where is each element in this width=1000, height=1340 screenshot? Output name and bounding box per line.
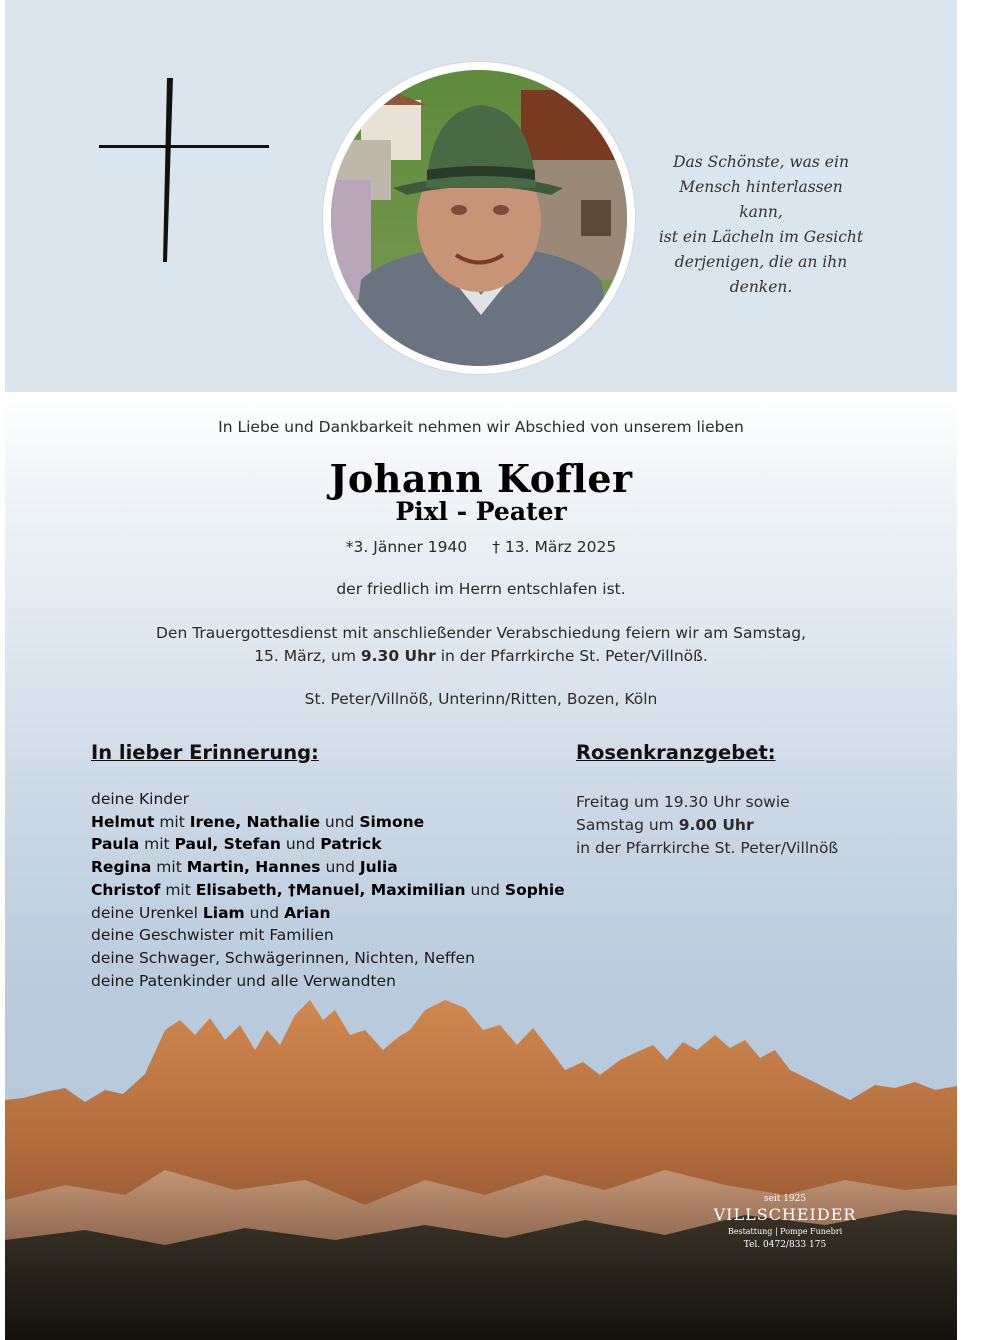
- service-date: 15. März, um: [254, 647, 361, 665]
- logo-subtitle: Bestattung | Pompe Funebri: [727, 1227, 843, 1236]
- quote-line: ist ein Lächeln im Gesicht: [658, 228, 864, 246]
- birth-date: *3. Jänner 1940: [345, 538, 468, 556]
- family-row: deine Schwager, Schwägerinnen, Nichten, Neffen: [91, 948, 475, 967]
- intro-text: In Liebe und Dankbarkeit nehmen wir Abschied von unserem lieben: [218, 418, 744, 436]
- family-list: [91, 788, 565, 992]
- logo-phone: Tel. 0472/833 175: [743, 1240, 827, 1250]
- header-band: [5, 0, 957, 392]
- portrait-photo: [323, 62, 635, 374]
- cross-icon: [97, 76, 269, 264]
- rosary-line-2: Samstag um 9.00 Uhr: [576, 816, 754, 834]
- quote-line: denken.: [729, 278, 793, 296]
- obituary-card: [5, 0, 957, 1340]
- rosary-line-1: Freitag um 19.30 Uhr sowie: [576, 793, 790, 811]
- family-row: Regina mit Martin, Hannes und Julia: [91, 858, 398, 877]
- rosary-heading: Rosenkranzgebet:: [576, 741, 776, 764]
- service-location: in der Pfarrkirche St. Peter/Villnöß.: [435, 647, 708, 665]
- service-line-1: Den Trauergottesdienst mit anschließender Verabschiedung feiern wir am Samstag,: [155, 624, 807, 642]
- family-row: deine Kinder: [91, 790, 190, 808]
- rosary-details: [576, 791, 916, 860]
- portrait-image: [331, 70, 627, 366]
- family-row: Christof mit Elisabeth, †Manuel, Maximilian und Sophie: [91, 880, 565, 899]
- family-row: Helmut mit Irene, Nathalie und Simone: [91, 812, 425, 831]
- service-time: 9.30 Uhr: [360, 647, 436, 665]
- logo-since: seit 1925: [763, 1194, 807, 1204]
- life-dates: [5, 538, 957, 556]
- deceased-name: Johann Kofler: [329, 456, 633, 501]
- passing-text: der friedlich im Herrn entschlafen ist.: [336, 580, 626, 598]
- family-row: deine Patenkinder und alle Verwandten: [91, 971, 396, 990]
- family-row: Paula mit Paul, Stefan und Patrick: [91, 835, 382, 854]
- death-date: † 13. März 2025: [492, 538, 617, 556]
- places-text: St. Peter/Villnöß, Unterinn/Ritten, Bozen, Köln: [304, 690, 658, 708]
- memorial-quote: [655, 150, 867, 300]
- quote-line: Das Schönste, was ein: [673, 153, 849, 171]
- family-row: deine Urenkel Liam und Arian: [91, 903, 331, 922]
- family-row: deine Geschwister mit Familien: [91, 926, 334, 945]
- deceased-nickname: Pixl - Peater: [395, 497, 567, 526]
- rosary-line-3: in der Pfarrkirche St. Peter/Villnöß: [576, 839, 839, 857]
- quote-line: derjenigen, die an ihn: [674, 253, 848, 271]
- logo-name: VILLSCHEIDER: [713, 1205, 857, 1224]
- funeral-service-text: [5, 622, 957, 668]
- memory-heading: In lieber Erinnerung:: [91, 741, 319, 764]
- mountain-landscape: [5, 990, 957, 1340]
- funeral-home-logo: [705, 1194, 865, 1250]
- quote-line: Mensch hinterlassen kann,: [679, 178, 843, 221]
